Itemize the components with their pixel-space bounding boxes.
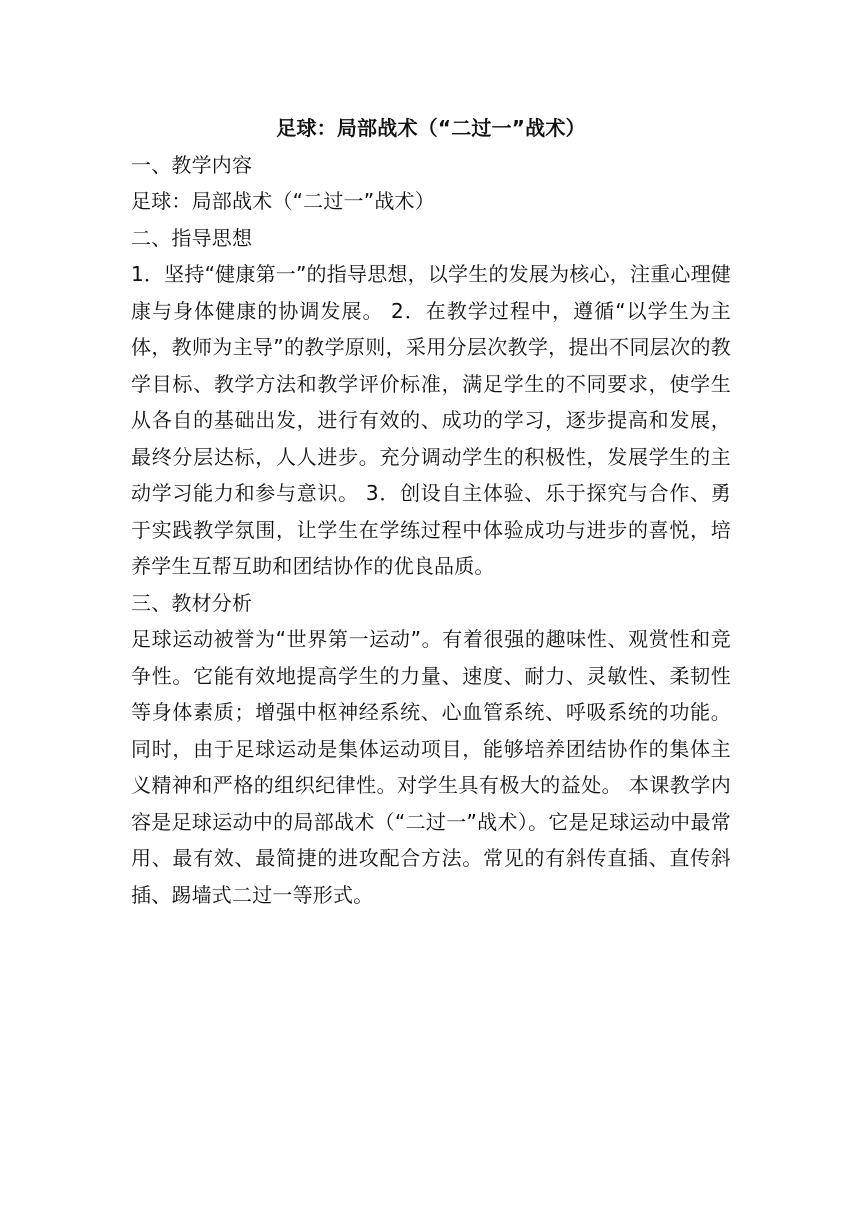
section-heading-guiding-ideology: 二、指导思想	[131, 225, 253, 250]
document-body	[131, 110, 731, 913]
document-title: 足球：局部战术（“二过一”战术）	[276, 116, 586, 140]
section-body-teaching-content: 足球：局部战术（“二过一”战术）	[131, 189, 435, 213]
section-heading-material-analysis: 三、教材分析	[131, 590, 253, 615]
section-body-guiding-ideology: 1．坚持“健康第一”的指导思想，以学生的发展为核心，注重心理健康与身体健康的协调发展。 2．在教学过程中，遵循“以学生为主体，教师为主导”的教学原则，采用分层次教学，提出不同层次的教学目标、教学方法和教学评价标准，满足学生的不同要求，使学生从各自的基础出发，进行有效的、成功的学习，逐步提高和发展，最终分层达标，人人进步。充分调动学生的积极性，发展学生的主动学习能力和参与意识。 3．创设自主体验、乐于探究与合作、勇于实践教学氛围，让学生在学练过程中体验成功与进步的喜悦，培养学生互帮互助和团结协作的优良品质。	[131, 262, 731, 578]
section-body-material-analysis: 足球运动被誉为“世界第一运动”。有着很强的趣味性、观赏性和竞争性。它能有效地提高学生的力量、速度、耐力、灵敏性、柔韧性等身体素质；增强中枢神经系统、心血管系统、呼吸系统的功能。同时，由于足球运动是集体运动项目，能够培养团结协作的集体主义精神和严格的组织纪律性。对学生具有极大的益处。 本课教学内容是足球运动中的局部战术（“二过一”战术）。它是足球运动中最常用、最有效、最简捷的进攻配合方法。常见的有斜传直插、直传斜插、踢墙式二过一等形式。	[131, 627, 731, 907]
section-heading-teaching-content: 一、教学内容	[131, 152, 253, 177]
